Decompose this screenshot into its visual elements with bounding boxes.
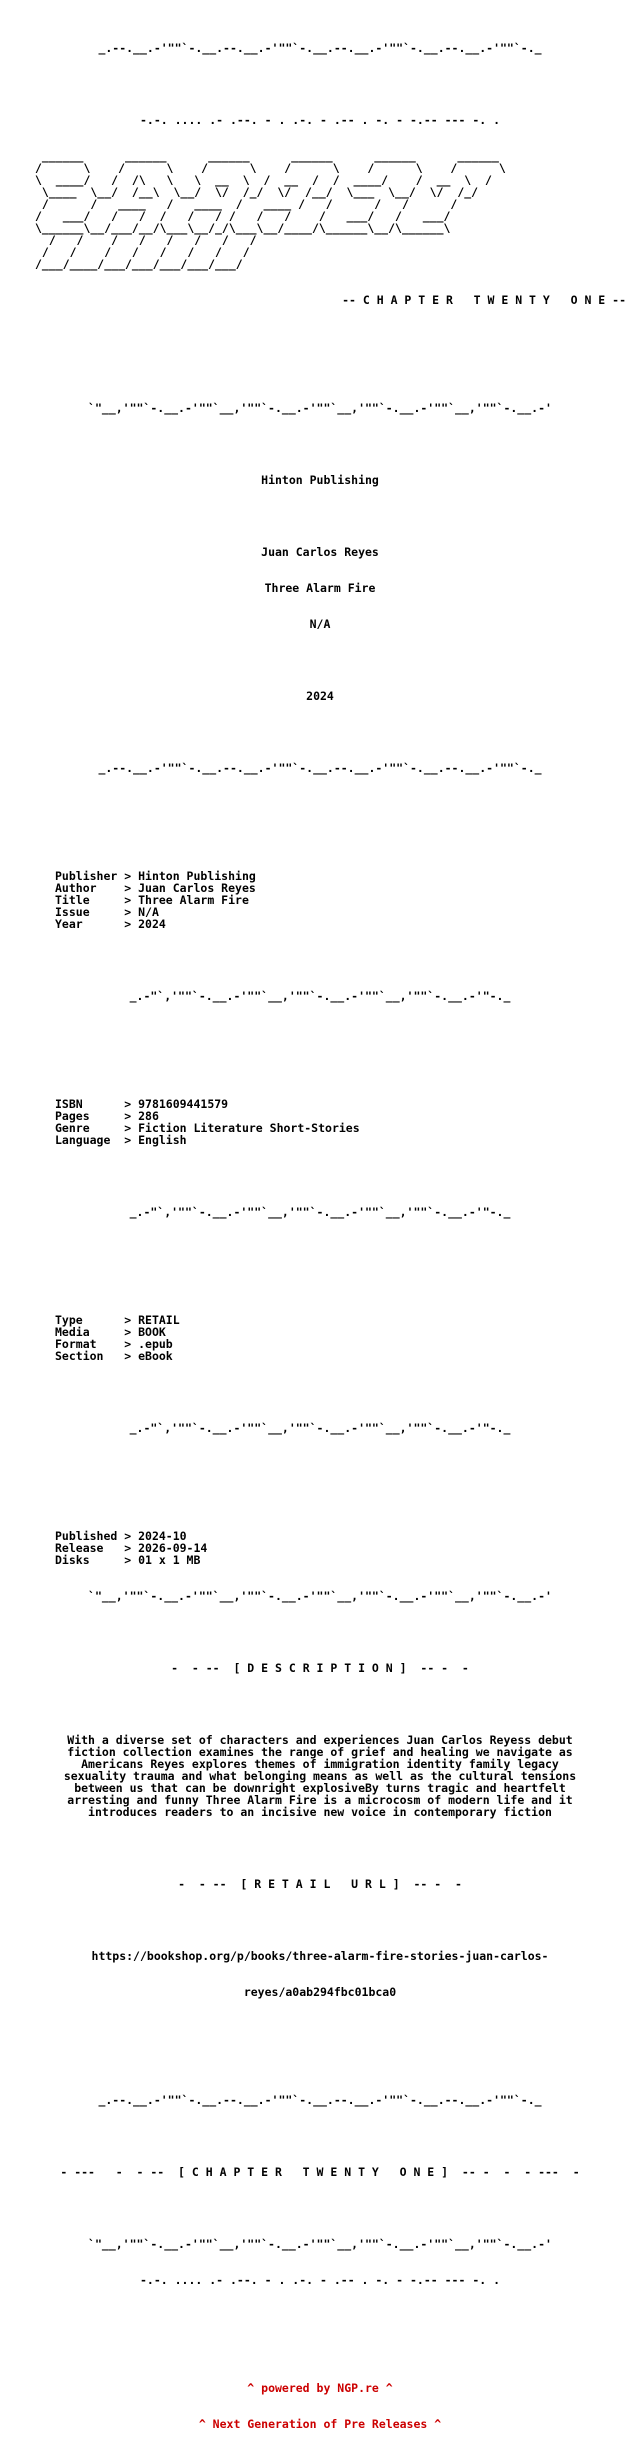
field-value: N/A <box>138 905 159 919</box>
logo-art-line: / / / / / / / / <box>35 233 257 247</box>
description-line: Americans Reyes explores themes of immigration identity family legacy <box>81 1757 559 1771</box>
field-separator: > <box>117 905 139 919</box>
field-separator: > <box>117 1553 139 1567</box>
field-value: 286 <box>138 1109 159 1123</box>
summary-author: Juan Carlos Reyes <box>261 545 379 559</box>
logo-art-line: /___/____/___/___/___/___/___/ <box>35 257 243 271</box>
summary-year: 2024 <box>306 689 334 703</box>
field-label: Publisher <box>55 869 118 883</box>
field-value: 01 x 1 MB <box>138 1553 201 1567</box>
divider-small: _.-"`,'""`-.__.-'""`__,'""`-.__.-'""`__,'""`-.__.-'"-._ <box>129 989 511 1003</box>
description-line: between us that can be downright explosiveBy turns tragic and heartfelt <box>74 1781 566 1795</box>
fields-book-info <box>0 1098 640 1146</box>
field-label: Year <box>55 917 118 931</box>
logo-art-line: ______ ______ ______ ______ ______ ______ <box>35 149 499 163</box>
description-line: With a diverse set of characters and experiences Juan Carlos Reyess debut <box>67 1733 573 1747</box>
logo-art-line: / \ / \ / \ / \ / \ / \ <box>35 161 506 175</box>
logo-art-line: \ ____/ / /\ \ \ __ \ / __ / / ____/ / __ \ / <box>35 173 492 187</box>
field-value: eBook <box>138 1349 173 1363</box>
logo-art-line: \______\__/___/__/\___\__/_/\___\__/____/\______\__/\______\ <box>35 221 451 235</box>
field-row <box>55 1554 640 1566</box>
field-separator: > <box>117 1133 139 1147</box>
field-separator: > <box>117 917 139 931</box>
divider-small: _.-"`,'""`-.__.-'""`__,'""`-.__.-'""`__,'""`-.__.-'"-._ <box>129 1421 511 1435</box>
field-label: ISBN <box>55 1097 118 1111</box>
field-label: Title <box>55 893 118 907</box>
field-value: Fiction Literature Short-Stories <box>138 1121 360 1135</box>
field-label: Media <box>55 1325 118 1339</box>
description-line: arresting and funny Three Alarm Fire is a microcosm of modern life and it <box>67 1793 573 1807</box>
field-value: Three Alarm Fire <box>138 893 249 907</box>
field-value: 2024-10 <box>138 1529 187 1543</box>
field-label: Release <box>55 1541 118 1555</box>
field-row <box>55 1134 640 1146</box>
field-label: Language <box>55 1133 118 1147</box>
field-separator: > <box>117 869 139 883</box>
description-line: introduces readers to an incisive new voice in contemporary fiction <box>88 1805 552 1819</box>
field-label: Type <box>55 1313 118 1327</box>
field-separator: > <box>117 1097 139 1111</box>
logo-art-line: / / ____ / ____ / ____ / / / / / <box>35 197 458 211</box>
field-separator: > <box>117 1529 139 1543</box>
divider-top-repeat: _.--.__.-'""`-.__.--.__.-'""`-.__.--.__.-'""`-.__.--.__.-'""`-._ <box>98 761 542 775</box>
fields-release-info <box>0 870 640 930</box>
fields-dates-info <box>0 1530 640 1566</box>
retail-url-line-1[interactable]: https://bookshop.org/p/books/three-alarm-fire-stories-juan-carlos- <box>91 1949 549 1963</box>
logo-art-line: / / / / / / / / <box>35 245 250 259</box>
morse-line: -.-. .... .- .--. - . .-. - .-- . -. - -.-- --- -. . <box>139 113 501 127</box>
field-label: Section <box>55 1349 118 1363</box>
field-value: 2024 <box>138 917 166 931</box>
summary-issue: N/A <box>309 617 331 631</box>
divider-end-footer: `"__,'""`-.__.-'""`__,'""`-.__.-'""`__,'""`-.__.-'""`__,'""`-.__.-' <box>88 2237 552 2251</box>
morse-line-footer: -.-. .... .- .--. - . .-. - .-- . -. - -.-- --- -. . <box>139 2273 501 2287</box>
field-label: Disks <box>55 1553 118 1567</box>
field-value: RETAIL <box>138 1313 180 1327</box>
chapter-header: -- C H A P T E R T W E N T Y O N E -- <box>342 293 626 307</box>
powered-by-link[interactable]: ^ powered by NGP.re ^ <box>247 2381 393 2395</box>
field-value: Juan Carlos Reyes <box>138 881 256 895</box>
field-separator: > <box>117 881 139 895</box>
summary-title: Three Alarm Fire <box>264 581 376 595</box>
field-value: 9781609441579 <box>138 1097 229 1111</box>
divider-top-footer: _.--.__.-'""`-.__.--.__.-'""`-.__.--.__.-'""`-.__.--.__.-'""`-._ <box>98 2093 542 2107</box>
description-text <box>0 1734 640 1818</box>
divider-top: _.--.__.-'""`-.__.--.__.-'""`-.__.--.__.-'""`-.__.--.__.-'""`-._ <box>98 41 542 55</box>
field-label: Published <box>55 1529 118 1543</box>
field-separator: > <box>117 1337 139 1351</box>
description-line: fiction collection examines the range of grief and healing we navigate as <box>67 1745 573 1759</box>
field-separator: > <box>117 1313 139 1327</box>
field-separator: > <box>117 1109 139 1123</box>
field-label: Format <box>55 1337 118 1351</box>
field-value: English <box>138 1133 187 1147</box>
retail-url-header: - - -- [ R E T A I L U R L ] -- - - <box>178 1877 462 1891</box>
field-label: Genre <box>55 1121 118 1135</box>
tagline: ^ Next Generation of Pre Releases ^ <box>198 2417 442 2431</box>
field-separator: > <box>117 1325 139 1339</box>
logo-art-line: \____ \__/ /__\ \__/ \/ /_/ \/ /__/ \___ \__/ \/ /_/ <box>35 185 479 199</box>
field-value: Hinton Publishing <box>138 869 256 883</box>
logo-art-line: / ___/ / / / / / / / / / ___/ / ___/ <box>35 209 451 223</box>
field-label: Issue <box>55 905 118 919</box>
field-separator: > <box>117 1121 139 1135</box>
field-separator: > <box>117 893 139 907</box>
retail-url-line-2[interactable]: reyes/a0ab294fbc01bca0 <box>243 1985 397 1999</box>
divider-small: _.-"`,'""`-.__.-'""`__,'""`-.__.-'""`__,'""`-.__.-'"-._ <box>129 1205 511 1219</box>
description-line: sexuality trauma and what belonging means as well as the cultural tensions <box>63 1769 577 1783</box>
field-value: .epub <box>138 1337 173 1351</box>
field-label: Author <box>55 881 118 895</box>
field-row <box>55 1350 640 1362</box>
field-separator: > <box>117 1541 139 1555</box>
divider-end: `"__,'""`-.__.-'""`__,'""`-.__.-'""`__,'""`-.__.-'""`__,'""`-.__.-' <box>88 1589 552 1603</box>
summary-publisher: Hinton Publishing <box>261 473 379 487</box>
chapter-footer: - --- - - -- [ C H A P T E R T W E N T Y O N E ] -- - - - --- - <box>60 2165 580 2179</box>
field-row <box>55 918 640 930</box>
description-header: - - -- [ D E S C R I P T I O N ] -- - - <box>171 1661 469 1675</box>
field-label: Pages <box>55 1109 118 1123</box>
field-value: BOOK <box>138 1325 166 1339</box>
divider-mid: `"__,'""`-.__.-'""`__,'""`-.__.-'""`__,'""`-.__.-'""`__,'""`-.__.-' <box>88 401 552 415</box>
field-value: 2026-09-14 <box>138 1541 208 1555</box>
field-separator: > <box>117 1349 139 1363</box>
chapter-logo-art <box>0 150 640 270</box>
fields-format-info <box>0 1314 640 1362</box>
